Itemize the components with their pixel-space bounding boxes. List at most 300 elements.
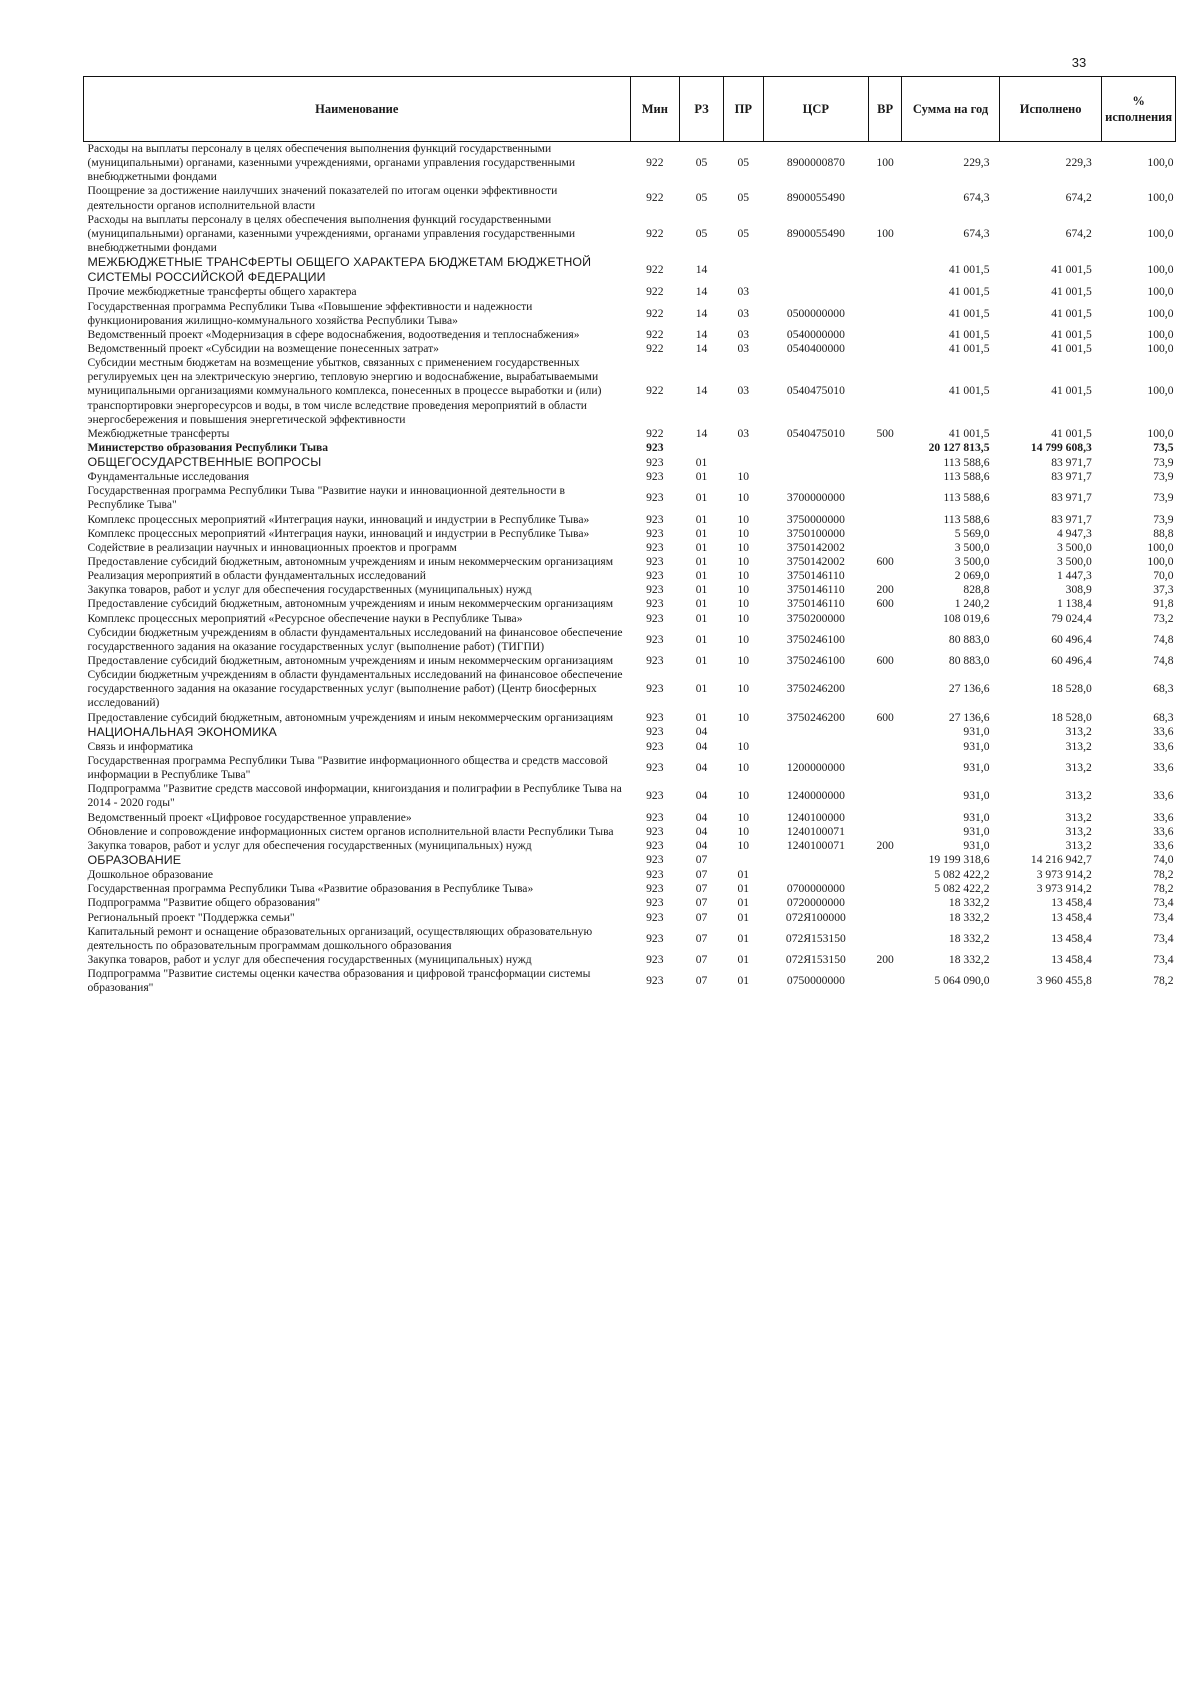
header-done: Исполнено — [1000, 77, 1102, 142]
cell-pct: 88,8 — [1153, 526, 1174, 540]
cell-sum: 1 240,2 — [954, 597, 990, 611]
cell-done: 3 500,0 — [1056, 540, 1092, 554]
cell-vr — [869, 328, 902, 342]
cell-sum: 674,3 — [963, 226, 990, 240]
cell-pct: 68,3 — [1153, 682, 1174, 696]
cell-vr — [869, 612, 902, 626]
cell-rz: 01 — [695, 654, 708, 668]
cell-sum: 113 588,6 — [943, 470, 990, 484]
cell-pct: 73,9 — [1153, 470, 1174, 484]
cell-min: 923 — [646, 654, 664, 668]
cell-rz: 05 — [695, 156, 708, 170]
cell-pct: 33,6 — [1153, 761, 1174, 775]
cell-pct: 78,2 — [1153, 868, 1174, 882]
header-name: Наименование — [84, 77, 631, 142]
cell-name: Расходы на выплаты персоналу в целях обеспечения выполнения функций государственными (муниципальными) органами, казенными учреждениями, органами управления государственными внебюджетными фондами — [87, 142, 576, 184]
cell-pr: 10 — [737, 761, 750, 775]
cell-done: 313,2 — [1065, 810, 1092, 824]
cell-sum: 18 332,2 — [948, 910, 990, 924]
cell-done: 1 138,4 — [1056, 597, 1092, 611]
cell-sum: 931,0 — [963, 838, 990, 852]
cell-vr — [869, 255, 902, 285]
table-row — [84, 527, 1176, 541]
cell-pct: 100,0 — [1147, 156, 1174, 170]
cell-vr — [869, 740, 902, 754]
cell-csr — [763, 470, 869, 484]
cell-rz: 14 — [695, 285, 708, 299]
cell-done: 83 971,7 — [1051, 470, 1092, 484]
cell-vr — [869, 356, 902, 427]
cell-name: Ведомственный проект «Цифровое государственное управление» — [87, 810, 412, 824]
cell-min: 923 — [646, 853, 664, 867]
table-row — [84, 328, 1176, 342]
cell-csr: 3700000000 — [786, 491, 845, 505]
cell-pr: 10 — [737, 526, 750, 540]
table-row — [84, 868, 1176, 882]
header-rz: РЗ — [680, 77, 724, 142]
cell-done: 229,3 — [1065, 156, 1092, 170]
cell-pct: 68,3 — [1153, 710, 1174, 724]
cell-pct: 74,8 — [1153, 632, 1174, 646]
cell-min: 923 — [646, 455, 664, 469]
cell-vr: 500 — [876, 426, 894, 440]
cell-done: 41 001,5 — [1051, 426, 1092, 440]
cell-pct: 37,3 — [1153, 583, 1174, 597]
cell-name: Закупка товаров, работ и услуг для обеспечения государственных (муниципальных) нужд — [87, 952, 532, 966]
cell-name: Государственная программа Республики Тыва "Развитие науки и инновационной деятельности в Республике Тыва" — [87, 484, 566, 512]
cell-vr — [869, 569, 902, 583]
table-row — [84, 356, 1176, 427]
table-row — [84, 541, 1176, 555]
table-row — [84, 484, 1176, 512]
cell-csr: 1240100071 — [786, 824, 845, 838]
table-row — [84, 725, 1176, 740]
cell-pct: 73,2 — [1153, 611, 1174, 625]
cell-rz: 07 — [695, 853, 708, 867]
cell-rz: 05 — [695, 191, 708, 205]
cell-done: 83 971,7 — [1051, 491, 1092, 505]
cell-name: НАЦИОНАЛЬНАЯ ЭКОНОМИКА — [87, 724, 277, 739]
table-row — [84, 427, 1176, 441]
cell-done: 3 960 455,8 — [1036, 974, 1092, 988]
cell-pr: 10 — [737, 583, 750, 597]
table-row — [84, 882, 1176, 896]
cell-csr: 0540000000 — [786, 327, 845, 341]
cell-csr: 0540475010 — [786, 426, 845, 440]
cell-csr: 0500000000 — [786, 306, 845, 320]
cell-name: Государственная программа Республики Тыва «Повышение эффективности и надежности функционирования жилищно-коммунального хозяйства Республики Тыва» — [87, 299, 533, 327]
table-row — [84, 839, 1176, 853]
table-row — [84, 583, 1176, 597]
cell-min: 923 — [646, 789, 664, 803]
cell-csr: 0750000000 — [786, 974, 845, 988]
cell-done: 13 458,4 — [1051, 910, 1092, 924]
cell-name: Субсидии местным бюджетам на возмещение убытков, связанных с применением государственных регулируемых цен на электрическую энергию, тепловую энергию и водоснабжение, вырабатываемыми муниципальными организациями коммунального комплекса, понесенных в процессе выработки и (или) транспортировки энергоресурсов и воды, в том числе вследствие проведения мероприятий в области энергосбережения и повышения энергетической эффективности — [87, 356, 602, 426]
cell-vr: 600 — [876, 654, 894, 668]
table-row — [84, 740, 1176, 754]
cell-vr — [869, 825, 902, 839]
cell-csr: 8900000870 — [786, 156, 845, 170]
table-row — [84, 597, 1176, 611]
cell-csr: 8900055490 — [786, 226, 845, 240]
table-row — [84, 668, 1176, 710]
table-row — [84, 184, 1176, 212]
cell-csr: 3750246200 — [786, 710, 845, 724]
cell-name: Региональный проект "Поддержка семьи" — [87, 910, 295, 924]
cell-rz: 01 — [695, 710, 708, 724]
cell-csr: 3750246200 — [786, 682, 845, 696]
cell-vr: 600 — [876, 597, 894, 611]
cell-done: 313,2 — [1065, 789, 1092, 803]
cell-sum: 3 500,0 — [954, 555, 990, 569]
cell-rz: 14 — [695, 426, 708, 440]
cell-min: 922 — [646, 341, 664, 355]
cell-csr: 1200000000 — [786, 761, 845, 775]
cell-done: 41 001,5 — [1051, 306, 1092, 320]
cell-vr — [869, 896, 902, 910]
cell-name: Капитальный ремонт и оснащение образовательных организаций, осуществляющих образовательную деятельность по образовательным программам дошкольного образования — [87, 924, 593, 952]
cell-rz: 04 — [695, 824, 708, 838]
cell-done: 13 458,4 — [1051, 952, 1092, 966]
cell-sum: 674,3 — [963, 191, 990, 205]
cell-rz: 01 — [695, 540, 708, 554]
cell-vr — [869, 967, 902, 995]
cell-csr: 3750246100 — [786, 654, 845, 668]
cell-min: 923 — [646, 810, 664, 824]
cell-vr — [869, 811, 902, 825]
cell-rz: 01 — [695, 455, 708, 469]
cell-pr: 03 — [737, 341, 750, 355]
cell-min: 922 — [646, 384, 664, 398]
cell-pr: 01 — [737, 882, 750, 896]
cell-pct: 33,6 — [1153, 789, 1174, 803]
cell-vr — [869, 441, 902, 455]
cell-pr: 01 — [737, 974, 750, 988]
cell-pr: 10 — [737, 654, 750, 668]
cell-sum: 5 569,0 — [954, 526, 990, 540]
cell-min: 923 — [646, 710, 664, 724]
cell-pr: 10 — [737, 838, 750, 852]
cell-sum: 113 588,6 — [943, 455, 990, 469]
cell-vr — [869, 541, 902, 555]
cell-vr: 200 — [876, 838, 894, 852]
cell-sum: 27 136,6 — [948, 710, 990, 724]
cell-name: Комплекс процессных мероприятий «Интеграция науки, инноваций и индустрии в Республике Тыва» — [87, 512, 590, 526]
cell-min: 923 — [646, 910, 664, 924]
table-row — [84, 300, 1176, 328]
table-row — [84, 142, 1176, 185]
cell-vr — [869, 470, 902, 484]
cell-done: 83 971,7 — [1051, 512, 1092, 526]
cell-rz: 05 — [695, 226, 708, 240]
cell-pr: 10 — [737, 824, 750, 838]
table-row — [84, 255, 1176, 285]
cell-rz: 04 — [695, 739, 708, 753]
cell-rz: 01 — [695, 512, 708, 526]
table-row — [84, 711, 1176, 725]
cell-csr — [763, 255, 869, 285]
cell-rz: 07 — [695, 910, 708, 924]
cell-done: 13 458,4 — [1051, 931, 1092, 945]
budget-execution-table — [83, 76, 1176, 995]
cell-rz: 14 — [695, 327, 708, 341]
cell-csr: 072Я100000 — [785, 910, 846, 924]
cell-rz: 14 — [695, 306, 708, 320]
table-row — [84, 896, 1176, 910]
cell-pct: 78,2 — [1153, 882, 1174, 896]
cell-pct: 100,0 — [1147, 226, 1174, 240]
cell-csr: 1240100071 — [786, 838, 845, 852]
cell-pct: 100,0 — [1147, 306, 1174, 320]
cell-sum: 18 332,2 — [948, 952, 990, 966]
cell-pct: 78,2 — [1153, 974, 1174, 988]
table-row — [84, 441, 1176, 455]
cell-min: 922 — [646, 191, 664, 205]
cell-pct: 74,0 — [1153, 853, 1174, 867]
cell-rz — [680, 441, 724, 455]
cell-min: 923 — [646, 526, 664, 540]
table-row — [84, 811, 1176, 825]
cell-sum: 19 199 318,6 — [928, 853, 990, 867]
header-sum: Сумма на год — [902, 77, 1000, 142]
cell-rz: 07 — [695, 974, 708, 988]
cell-csr — [763, 455, 869, 470]
cell-sum: 931,0 — [963, 789, 990, 803]
cell-vr: 600 — [876, 710, 894, 724]
table-row — [84, 626, 1176, 654]
cell-name: Ведомственный проект «Субсидии на возмещение понесенных затрат» — [87, 341, 439, 355]
cell-sum: 18 332,2 — [948, 896, 990, 910]
cell-csr: 0700000000 — [786, 882, 845, 896]
cell-rz: 14 — [695, 263, 708, 277]
cell-csr — [763, 725, 869, 740]
cell-min: 923 — [646, 540, 664, 554]
cell-pct: 100,0 — [1147, 540, 1174, 554]
cell-pct: 73,4 — [1153, 896, 1174, 910]
cell-name: Расходы на выплаты персоналу в целях обеспечения выполнения функций государственными (муниципальными) органами, казенными учреждениями, органами управления государственными внебюджетными фондами — [87, 212, 576, 254]
cell-min: 923 — [646, 611, 664, 625]
cell-name: Закупка товаров, работ и услуг для обеспечения государственных (муниципальных) нужд — [87, 838, 532, 852]
cell-min: 923 — [646, 824, 664, 838]
cell-name: Реализация мероприятий в области фундаментальных исследований — [87, 569, 426, 583]
cell-sum: 5 082 422,2 — [934, 868, 990, 882]
cell-done: 313,2 — [1065, 824, 1092, 838]
cell-rz: 07 — [695, 952, 708, 966]
cell-vr — [869, 342, 902, 356]
cell-min: 923 — [646, 682, 664, 696]
header-pct: % исполнения — [1102, 77, 1176, 142]
cell-done: 79 024,4 — [1051, 611, 1092, 625]
cell-csr — [763, 441, 869, 455]
cell-sum: 931,0 — [963, 739, 990, 753]
cell-name: Субсидии бюджетным учреждениям в области фундаментальных исследований на финансовое обеспечение государственного задания на оказание государственных услуг (выполнение работ) (ТИГПИ) — [87, 625, 623, 653]
cell-min: 923 — [646, 896, 664, 910]
cell-sum: 2 069,0 — [954, 569, 990, 583]
cell-done: 313,2 — [1065, 838, 1092, 852]
table-row — [84, 925, 1176, 953]
cell-name: Предоставление субсидий бюджетным, автономным учреждениям и иным некоммерческим организациям — [87, 555, 614, 569]
cell-done: 313,2 — [1065, 725, 1092, 739]
cell-rz: 07 — [695, 896, 708, 910]
cell-name: Дошкольное образование — [87, 868, 214, 882]
cell-pr: 03 — [737, 306, 750, 320]
cell-pr: 10 — [737, 739, 750, 753]
table-row — [84, 953, 1176, 967]
cell-csr: 3750246100 — [786, 632, 845, 646]
table-row — [84, 513, 1176, 527]
cell-pct: 91,8 — [1153, 597, 1174, 611]
cell-pr: 10 — [737, 512, 750, 526]
cell-sum: 41 001,5 — [948, 285, 990, 299]
cell-csr: 3750100000 — [786, 526, 845, 540]
cell-csr: 3750142002 — [786, 555, 845, 569]
cell-min: 923 — [646, 761, 664, 775]
cell-pr: 03 — [737, 384, 750, 398]
cell-min: 923 — [646, 569, 664, 583]
cell-rz: 01 — [695, 526, 708, 540]
cell-name: Предоставление субсидий бюджетным, автономным учреждениям и иным некоммерческим организациям — [87, 654, 614, 668]
cell-vr — [869, 184, 902, 212]
cell-pct: 73,5 — [1153, 440, 1174, 454]
cell-vr — [869, 626, 902, 654]
cell-csr — [763, 740, 869, 754]
cell-rz: 04 — [695, 810, 708, 824]
cell-pr: 05 — [737, 191, 750, 205]
cell-pct: 33,6 — [1153, 725, 1174, 739]
cell-name: Министерство образования Республики Тыва — [87, 440, 329, 454]
cell-pr: 10 — [737, 611, 750, 625]
cell-sum: 3 500,0 — [954, 540, 990, 554]
cell-pct: 73,9 — [1153, 491, 1174, 505]
cell-min: 923 — [646, 597, 664, 611]
cell-pr: 01 — [737, 952, 750, 966]
cell-pct: 73,4 — [1153, 952, 1174, 966]
table-row — [84, 342, 1176, 356]
cell-sum: 5 082 422,2 — [934, 882, 990, 896]
cell-done: 60 496,4 — [1051, 654, 1092, 668]
cell-pr: 10 — [737, 597, 750, 611]
cell-name: Закупка товаров, работ и услуг для обеспечения государственных (муниципальных) нужд — [87, 583, 532, 597]
cell-csr: 3750146110 — [787, 583, 845, 597]
cell-csr: 3750142002 — [786, 540, 845, 554]
cell-min: 922 — [646, 285, 664, 299]
cell-rz: 01 — [695, 555, 708, 569]
cell-sum: 41 001,5 — [948, 327, 990, 341]
cell-name: Комплекс процессных мероприятий «Ресурсное обеспечение науки в Республике Тыва» — [87, 611, 523, 625]
cell-vr — [869, 868, 902, 882]
cell-pct: 73,4 — [1153, 931, 1174, 945]
cell-rz: 01 — [695, 569, 708, 583]
cell-name: Государственная программа Республики Тыва «Развитие образования в Республике Тыва» — [87, 882, 534, 896]
cell-sum: 41 001,5 — [948, 263, 990, 277]
cell-pr — [724, 255, 764, 285]
cell-pct: 100,0 — [1147, 341, 1174, 355]
cell-rz: 04 — [695, 725, 708, 739]
cell-pr: 10 — [737, 540, 750, 554]
cell-pct: 100,0 — [1147, 384, 1174, 398]
cell-vr — [869, 782, 902, 810]
cell-vr — [869, 285, 902, 299]
cell-rz: 01 — [695, 583, 708, 597]
cell-csr — [763, 868, 869, 882]
cell-min: 922 — [646, 226, 664, 240]
cell-sum: 931,0 — [963, 824, 990, 838]
cell-pct: 100,0 — [1147, 327, 1174, 341]
cell-pct: 100,0 — [1147, 285, 1174, 299]
cell-min: 923 — [646, 440, 664, 454]
cell-min: 922 — [646, 156, 664, 170]
cell-vr — [869, 300, 902, 328]
cell-rz: 01 — [695, 470, 708, 484]
cell-rz: 04 — [695, 838, 708, 852]
cell-pr: 10 — [737, 810, 750, 824]
cell-sum: 931,0 — [963, 725, 990, 739]
cell-vr — [869, 513, 902, 527]
cell-name: Содействие в реализации научных и инновационных проектов и программ — [87, 540, 457, 554]
cell-min: 922 — [646, 263, 664, 277]
cell-pr: 10 — [737, 470, 750, 484]
cell-pct: 33,6 — [1153, 810, 1174, 824]
cell-pct: 100,0 — [1147, 555, 1174, 569]
cell-pr: 10 — [737, 555, 750, 569]
cell-pr: 10 — [737, 710, 750, 724]
cell-name: Связь и информатика — [87, 739, 194, 753]
cell-rz: 01 — [695, 682, 708, 696]
table-row — [84, 569, 1176, 583]
cell-min: 922 — [646, 306, 664, 320]
cell-done: 41 001,5 — [1051, 384, 1092, 398]
table-row — [84, 470, 1176, 484]
cell-min: 923 — [646, 632, 664, 646]
table-row — [84, 967, 1176, 995]
cell-name: ОБРАЗОВАНИЕ — [87, 852, 182, 867]
cell-sum: 113 588,6 — [943, 512, 990, 526]
cell-csr — [763, 285, 869, 299]
cell-csr: 3750200000 — [786, 611, 845, 625]
cell-name: ОБЩЕГОСУДАРСТВЕННЫЕ ВОПРОСЫ — [87, 455, 322, 470]
cell-done: 41 001,5 — [1051, 327, 1092, 341]
cell-csr: 3750000000 — [786, 512, 845, 526]
cell-name: Предоставление субсидий бюджетным, автономным учреждениям и иным некоммерческим организациям — [87, 597, 614, 611]
cell-sum: 80 883,0 — [948, 654, 990, 668]
cell-pct: 73,4 — [1153, 910, 1174, 924]
cell-csr: 0540400000 — [786, 341, 845, 355]
cell-done: 14 799 608,3 — [1030, 440, 1092, 454]
page-number: 33 — [1071, 55, 1087, 70]
cell-min: 923 — [646, 931, 664, 945]
cell-done: 3 973 914,2 — [1036, 868, 1092, 882]
cell-name: Субсидии бюджетным учреждениям в области фундаментальных исследований на финансовое обеспечение государственного задания на оказание государственных услуг (выполнение работ) (Центр биосферных исследований) — [87, 668, 623, 710]
cell-rz: 07 — [695, 868, 708, 882]
cell-name: Фундаментальные исследования — [87, 470, 250, 484]
cell-min: 923 — [646, 868, 664, 882]
cell-vr — [869, 725, 902, 740]
table-row — [84, 911, 1176, 925]
cell-vr — [869, 527, 902, 541]
header-csr: ЦСР — [763, 77, 869, 142]
cell-pr: 01 — [737, 896, 750, 910]
cell-name: Подпрограмма "Развитие общего образования" — [87, 896, 321, 910]
cell-pr: 10 — [737, 682, 750, 696]
cell-pr: 03 — [737, 327, 750, 341]
cell-done: 18 528,0 — [1051, 710, 1092, 724]
cell-sum: 828,8 — [963, 583, 990, 597]
cell-vr: 600 — [876, 555, 894, 569]
table-row — [84, 555, 1176, 569]
cell-done: 13 458,4 — [1051, 896, 1092, 910]
cell-csr: 1240100000 — [786, 810, 845, 824]
cell-pr: 01 — [737, 931, 750, 945]
